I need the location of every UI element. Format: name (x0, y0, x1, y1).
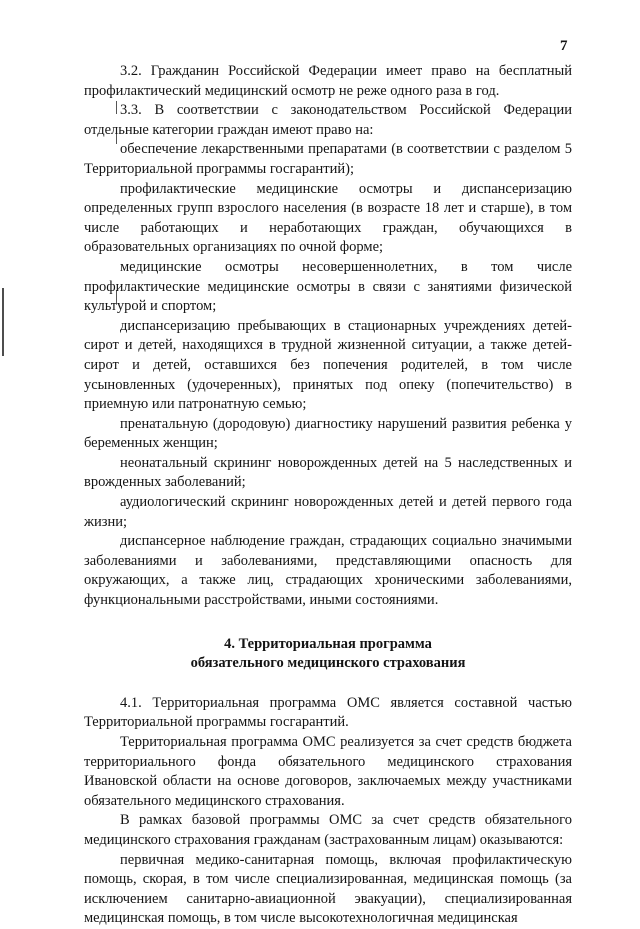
list-item-orphan-checkups: диспансеризацию пребывающих в стационарных учреждениях детей-сирот и детей, находящихся в трудной жизненной ситуации, а также детей-сирот и детей, оставшихся без попечения родителей, в том числе усыновленных (удочеренных), принятых под опеку (попечительство) в приемную или патронатную семью; (84, 317, 572, 413)
list-item-prenatal-diagnostics: пренатальную (дородовую) диагностику нарушений развития ребенка у беременных женщин; (84, 415, 572, 452)
section-heading-line-1: 4. Территориальная программа (224, 635, 432, 652)
list-item-audiological-screening: аудиологический скрининг новорожденных детей и детей первого года жизни; (84, 494, 572, 530)
paragraph-basic-program: В рамках базовой программы ОМС за счет средств обязательного медицинского страхования гражданам (застрахованным лицам) оказываются: (84, 812, 572, 848)
document-body (84, 62, 572, 929)
list-item-minor-checkups: медицинские осмотры несовершеннолетних, в том числе профилактические медицинские осмотры в связи с занятиями физической культурой и спортом; (84, 258, 572, 315)
list-item-dispensary-observation: диспансерное наблюдение граждан, страдающих социально значимыми заболеваниями и заболеваниями, представляющими опасность для окружающих, а также лиц, страдающих хроническими заболеваниями, функциональными расстройствами, иными состояниями. (84, 533, 572, 609)
section-heading (84, 635, 572, 674)
list-item-neonatal-screening: неонатальный скрининг новорожденных детей на 5 наследственных и врожденных заболеваний; (84, 454, 572, 491)
paragraph-oms-funding: Территориальная программа ОМС реализуется за счет средств бюджета территориального фонда обязательного медицинского страхования Ивановской области на основе договоров, заключаемых между участниками обязательного медицинского страхования. (84, 734, 572, 809)
section-heading-line-2: обязательного медицинского страхования (190, 655, 466, 672)
list-item-primary-care: первичная медико-санитарная помощь, включая профилактическую помощь, скорая, в том числе специализированная, медицинская помощь (за исключением санитарно-авиационной эвакуации), специализированная медицинская помощь, в том числе высокотехнологичная медицинская (84, 851, 572, 927)
paragraph-3-2: 3.2. Гражданин Российской Федерации имеет право на бесплатный профилактический медицинский осмотр не реже одного раза в год. (84, 63, 572, 99)
margin-scan-line (2, 288, 4, 356)
list-item-drug-provision: обеспечение лекарственными препаратами (в соответствии с разделом 5 Территориальной программы госгарантий); (84, 141, 572, 177)
paragraph-4-1: 4.1. Территориальная программа ОМС является составной частью Территориальной программы госгарантий. (84, 694, 572, 731)
page-number: 7 (560, 38, 568, 54)
list-item-adult-checkups: профилактические медицинские осмотры и диспансеризацию определенных групп взрослого населения (в возрасте 18 лет и старше), в том числе работающих и неработающих граждан, обучающихся в образовательных организациях по очной форме; (84, 180, 572, 256)
paragraph-3-3: 3.3. В соответствии с законодательством Российской Федерации отдельные категории граждан имеют право на: (84, 102, 572, 138)
